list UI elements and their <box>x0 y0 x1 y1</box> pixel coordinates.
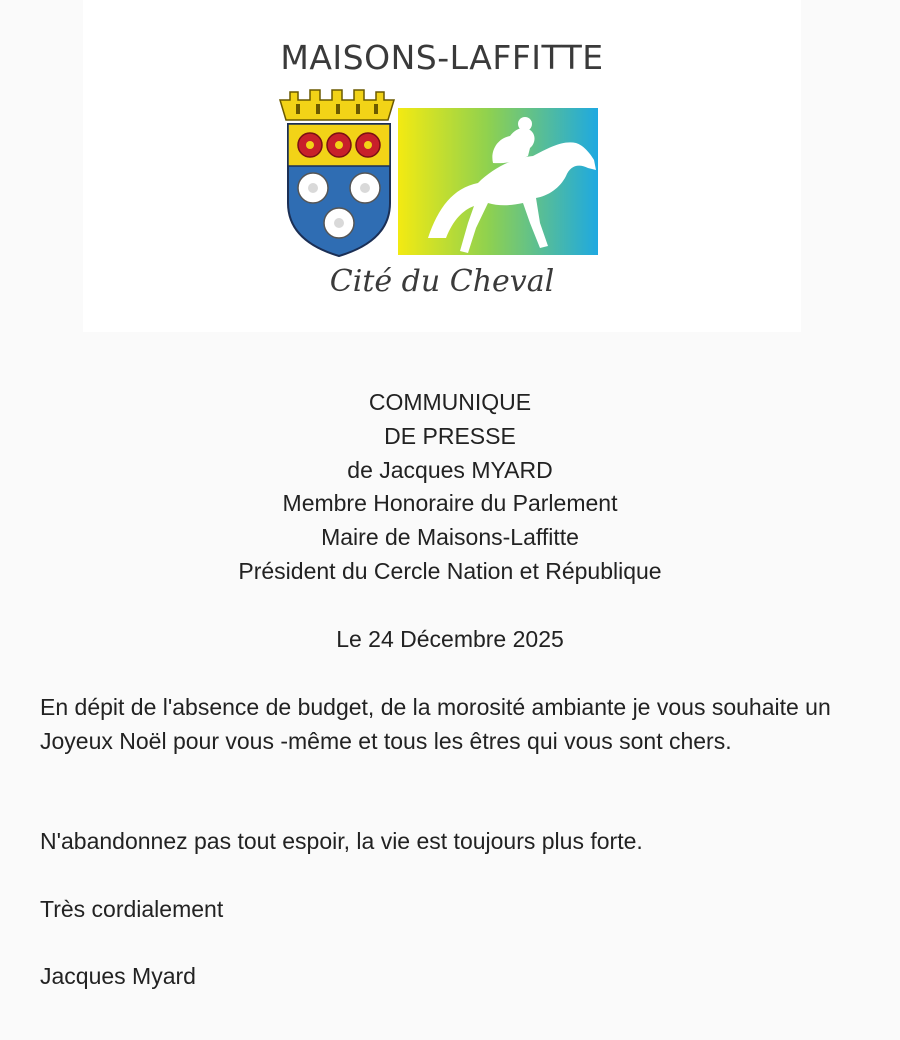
body-paragraph: N'abandonnez pas tout espoir, la vie est toujours plus forte. <box>40 828 643 854</box>
logo-title: MAISONS-LAFFITTE <box>280 38 604 77</box>
header-line: Président du Cercle Nation et République <box>238 557 662 584</box>
coat-of-arms-icon <box>280 90 394 256</box>
body-paragraph: En dépit de l'absence de budget, de la morosité ambiante je vous souhaite un Joyeux Noël pour vous -même et tous les êtres qui vous sont chers. <box>40 694 831 754</box>
release-date: Le 24 Décembre 2025 <box>336 626 564 652</box>
coat-of-arms-horse-logo-icon <box>278 88 608 263</box>
signature: Jacques Myard <box>40 963 196 989</box>
closing-line: Très cordialement <box>40 896 224 922</box>
press-release-header <box>0 386 900 589</box>
header-line: COMMUNIQUE <box>368 389 532 415</box>
logo-tagline: Cité du Cheval <box>329 264 555 299</box>
header-line: DE PRESSE <box>384 422 516 449</box>
header-line: Membre Honoraire du Parlement <box>282 490 618 517</box>
header-line: de Jacques MYARD <box>347 456 553 483</box>
city-logo <box>83 0 801 332</box>
header-line: Maire de Maisons-Laffitte <box>321 524 579 551</box>
